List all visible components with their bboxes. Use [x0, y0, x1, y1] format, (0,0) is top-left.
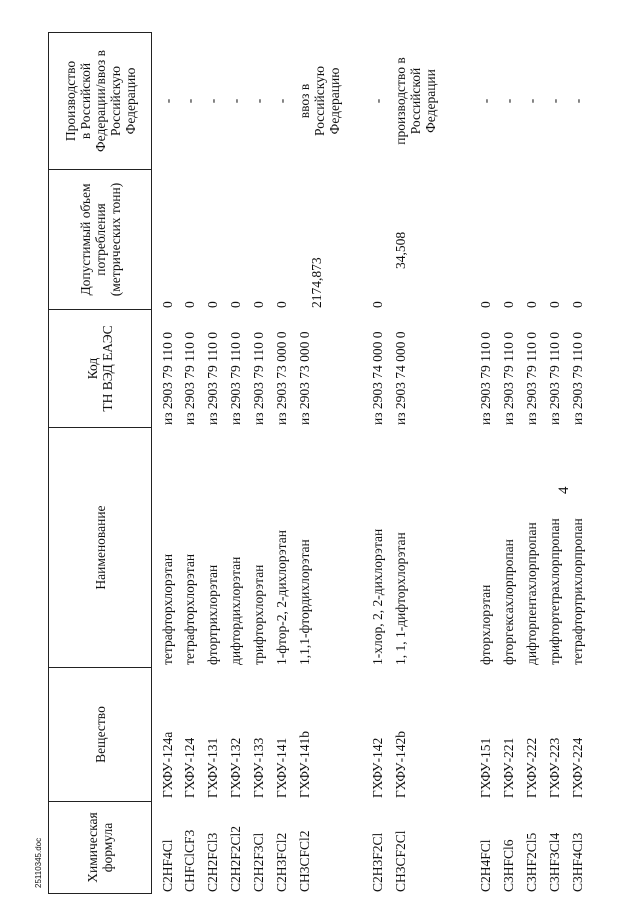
cell-formula: C2H3FCl2 [274, 832, 289, 892]
header-formula: Химическая формула [85, 812, 115, 883]
cell-volume: 0 [274, 301, 289, 308]
cell-substance: ГХФУ-224 [570, 737, 585, 798]
cell-substance: ГХФУ-141 [274, 737, 289, 798]
cell-production: - [570, 98, 585, 104]
cell-name: тетрафтортрихлорпропан [570, 518, 585, 665]
cell-production: - [251, 98, 266, 104]
cell-substance: ГХФУ-132 [228, 737, 243, 798]
cell-formula: C3HFCl6 [501, 839, 516, 892]
cell-volume: 0 [524, 301, 539, 308]
cell-substance: ГХФУ-221 [501, 737, 516, 798]
cell-code: из 2903 79 110 0 [478, 331, 493, 425]
cell-substance: ГХФУ-142b [393, 730, 408, 798]
cell-production: - [524, 98, 539, 104]
cell-volume: 0 [501, 301, 516, 308]
header-substance: Вещество [92, 706, 108, 763]
cell-volume: 0 [547, 301, 562, 308]
cell-substance: ГХФУ-124 [182, 737, 197, 798]
cell-name: фтортрихлорэтан [205, 564, 220, 665]
cell-production: производство в Российской Федерации [393, 57, 438, 145]
cell-code: из 2903 79 110 0 [205, 331, 220, 425]
cell-name: трифторхлорэтан [251, 564, 266, 665]
cell-formula: C2HF4Cl [160, 839, 175, 892]
cell-formula: C2H2F2Cl2 [228, 825, 243, 892]
cell-name: тетрафторхлорэтан [182, 553, 197, 665]
cell-name: дифторпентахлорпропан [524, 522, 539, 665]
cell-volume: 0 [228, 301, 243, 308]
cell-name: 1, 1, 1-дифторхлорэтан [393, 532, 408, 665]
cell-substance: ГХФУ-124a [160, 731, 175, 798]
cell-volume: 0 [182, 301, 197, 308]
cell-name: фторгексахлорпропан [501, 539, 516, 665]
cell-name: фторхлорэтан [478, 584, 493, 665]
cell-code: из 2903 79 110 0 [160, 331, 175, 425]
cell-production: - [370, 98, 385, 104]
cell-production: - [274, 98, 289, 104]
header-bottom-border [151, 32, 152, 894]
cell-name: 1-хлор, 2, 2-дихлорэтан [370, 528, 385, 665]
cell-production: - [160, 98, 175, 104]
cell-production: - [182, 98, 197, 104]
cell-name: тетрафторхлорэтан [160, 553, 175, 665]
cell-substance: ГХФУ-151 [478, 737, 493, 798]
page-number: 4 [556, 486, 572, 494]
cell-formula: C2H3F2Cl [370, 832, 385, 892]
cell-name: трифтортетрахлорпропан [547, 518, 562, 665]
header-production: Производство в Российской Федерации/ввоз в Российскую Федерацию [62, 50, 138, 152]
cell-code: из 2903 73 000 0 [297, 331, 312, 425]
cell-formula: C3HF2Cl5 [524, 832, 539, 892]
rotated-page [34, 32, 596, 894]
cell-production: - [205, 98, 220, 104]
cell-code: из 2903 79 110 0 [547, 331, 562, 425]
cell-code: из 2903 79 110 0 [570, 331, 585, 425]
cell-code: из 2903 79 110 0 [501, 331, 516, 425]
cell-code: из 2903 74 000 0 [393, 331, 408, 425]
cell-volume: 0 [570, 301, 585, 308]
cell-volume: 0 [370, 301, 385, 308]
cell-code: из 2903 79 110 0 [182, 331, 197, 425]
cell-volume: 0 [160, 301, 175, 308]
cell-volume: 0 [478, 301, 493, 308]
cell-name: 1-фтор-2, 2-дихлорэтан [274, 530, 289, 665]
cell-production: - [501, 98, 516, 104]
cell-code: из 2903 74 000 0 [370, 331, 385, 425]
footer-filename: 25110345.doc [34, 837, 43, 888]
cell-formula: CHFClCF3 [182, 829, 197, 892]
cell-substance: ГХФУ-222 [524, 737, 539, 798]
cell-code: из 2903 73 000 0 [274, 331, 289, 425]
cell-volume: 2174,873 [309, 257, 324, 308]
cell-formula: CH3CF2Cl [393, 830, 408, 892]
cell-formula: C2H2F3Cl [251, 832, 266, 892]
header-name: Наименование [92, 505, 108, 590]
cell-code: из 2903 79 110 0 [228, 331, 243, 425]
cell-formula: C3HF4Cl3 [570, 832, 585, 892]
header-volume: Допустимый объем потребления (метрических тонн) [77, 182, 123, 297]
cell-name: дифтордихлорэтан [228, 556, 243, 665]
cell-formula: C2H4FCl [478, 839, 493, 892]
cell-code: из 2903 79 110 0 [524, 331, 539, 425]
cell-code: из 2903 79 110 0 [251, 331, 266, 425]
cell-substance: ГХФУ-133 [251, 737, 266, 798]
cell-production: - [228, 98, 243, 104]
cell-formula: C2H2FCl3 [205, 832, 220, 892]
cell-production: ввоз в Российскую Федерацию [297, 66, 342, 136]
cell-formula: C3HF3Cl4 [547, 832, 562, 892]
cell-formula: CH3CFCl2 [297, 830, 312, 892]
cell-substance: ГХФУ-223 [547, 737, 562, 798]
cell-volume: 0 [251, 301, 266, 308]
cell-production: - [547, 98, 562, 104]
cell-volume: 34,508 [393, 231, 408, 269]
cell-substance: ГХФУ-141b [297, 730, 312, 798]
header-code: Код ТН ВЭД ЕАЭС [85, 325, 115, 412]
cell-substance: ГХФУ-142 [370, 737, 385, 798]
cell-name: 1,1,1-фтордихлорэтан [297, 539, 312, 665]
cell-production: - [478, 98, 493, 104]
cell-substance: ГХФУ-131 [205, 737, 220, 798]
col-border [48, 893, 152, 894]
cell-volume: 0 [205, 301, 220, 308]
